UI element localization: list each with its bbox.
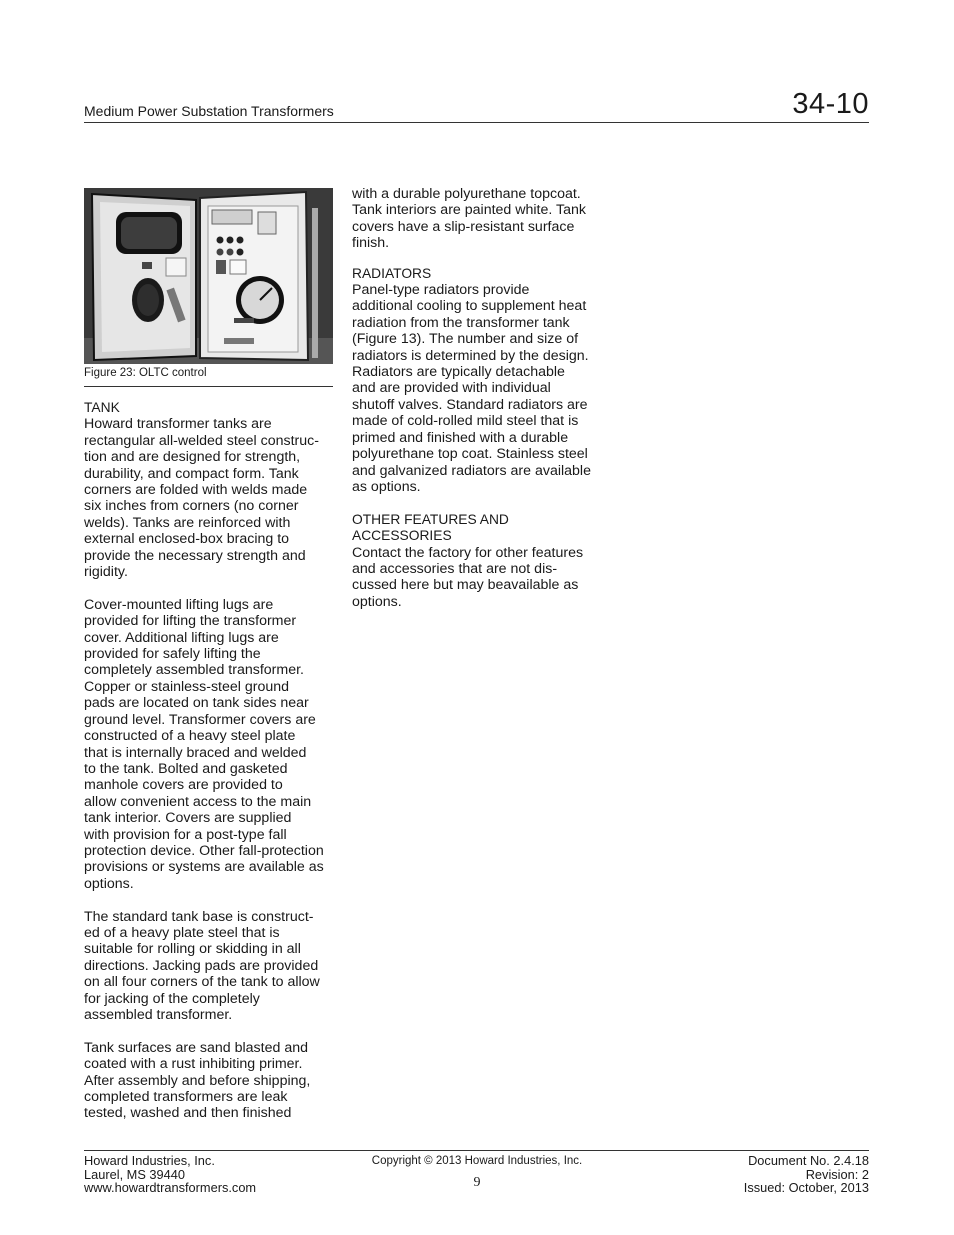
section-number: 34-10 — [792, 88, 869, 120]
tank-paragraph-4: Tank surfaces are sand blasted and coated with a rust inhibiting primer. After assembly and before shipping, completed transformers are leak tested, washed and then finished — [84, 1039, 311, 1122]
other-features-heading-line2: ACCESSORIES — [352, 528, 452, 544]
tank-paragraph-3: The standard tank base is construct- ed of a heavy plate steel that is suitable for rolling or skidding in all directions. Jacking pads are provided on all four corners of the tank to allow for jacking of the completely assembled transformer. — [84, 908, 320, 1023]
radiators-paragraph: Panel-type radiators provide additional cooling to supplement heat radiation from the transformer tank (Figure 13). The number and size of radiators is determined by the design. Radiators are typically detachable and are provided with individual shutoff valves. Standard radiators are made of cold-rolled mild steel that is primed and finished with a durable polyurethane top coat. Stainless steel and galvanized radiators are available as options. — [352, 282, 591, 495]
tank-paragraph-2: Cover-mounted lifting lugs are provided for lifting the transformer cover. Additional lifting lugs are provided for safely lifting the completely assembled transformer. Copper or stainless-steel ground pads are located on tank sides near ground level. Transformer covers are constructed of a heavy steel plate that is internally braced and welded to the tank. Bolted and gasketed manhole covers are provided to allow convenient access to the main tank interior. Covers are supplied with provision for a post-type fall protection device. Other fall-protection provisions or systems are available as options. — [84, 596, 324, 892]
footer-document-block — [744, 1154, 869, 1195]
figure-caption-label: Figure 23: — [84, 367, 136, 379]
running-header-title: Medium Power Substation Transformers — [84, 103, 334, 119]
header-divider — [84, 122, 869, 123]
footer-copyright: Copyright © 2013 Howard Industries, Inc. — [371, 1155, 583, 1167]
right-column — [352, 186, 607, 610]
tank-paragraph-1: Howard transformer tanks are rectangular all-welded steel construc- tion and are designed for strength, durability, and compact form. Tank corners are folded with welds made six inches from corners (no corner welds). Tanks are reinforced with external enclosed-box bracing to provide the necessary strength and rigidity. — [84, 416, 319, 581]
left-column — [84, 400, 336, 1122]
figure-caption-text: OLTC control — [138, 367, 207, 379]
other-features-paragraph: Contact the factory for other features and accessories that are not dis- cussed here but may beavailable as options. — [352, 544, 584, 610]
figure-caption — [84, 367, 207, 379]
footer-website[interactable]: www.howardtransformers.com — [84, 1180, 257, 1196]
caption-divider — [84, 386, 333, 387]
footer-company: Howard Industries, Inc. — [84, 1153, 215, 1168]
tank-continuation: with a durable polyurethane topcoat. Tank interiors are painted white. Tank covers have a slip-resistant surface finish. — [352, 186, 586, 252]
footer-issued-date: Issued: October, 2013 — [743, 1180, 869, 1196]
oltc-control-photo — [84, 188, 333, 364]
radiators-heading: RADIATORS — [352, 265, 432, 281]
footer-divider — [84, 1150, 869, 1151]
footer-document-number: Document No. 2.4.18 — [748, 1153, 869, 1168]
footer-revision: Revision: 2 — [805, 1166, 869, 1182]
tank-heading: TANK — [84, 400, 120, 415]
other-features-heading-line1: OTHER FEATURES AND — [352, 511, 509, 527]
footer-city: Laurel, MS 39440 — [84, 1166, 186, 1182]
page-number: 9 — [473, 1175, 481, 1190]
oltc-control-illustration — [84, 188, 333, 364]
